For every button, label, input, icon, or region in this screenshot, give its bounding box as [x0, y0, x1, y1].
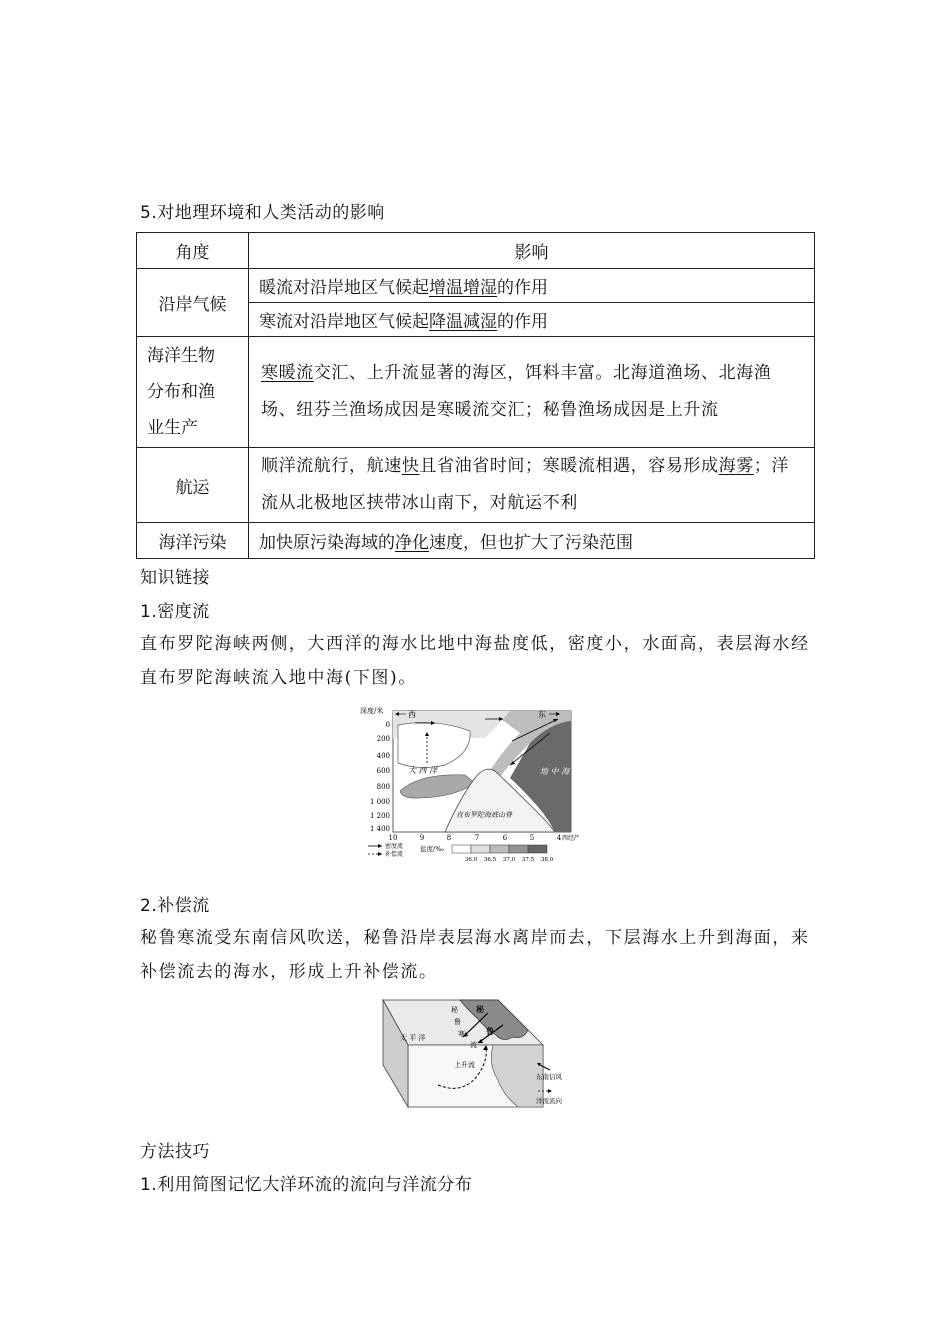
lon-tick: 6: [502, 834, 508, 842]
text-pre: 暖流对沿岸地区气候起: [259, 278, 429, 298]
header-cell-impact: 影响: [249, 233, 815, 269]
legend-density-label: 密度流: [385, 843, 404, 850]
row-label-coastal-climate: 沿岸气候: [137, 269, 249, 337]
peru-current-char: 寒: [458, 1030, 465, 1038]
arrow-head: [378, 844, 382, 848]
atlantic-label: 大 西 洋: [408, 766, 438, 775]
row-label-pollution: 海洋污染: [137, 523, 249, 559]
pacific-label: 太 平 洋: [400, 1034, 426, 1042]
east-label: 东: [538, 710, 546, 719]
cell-shipping: [249, 448, 815, 523]
salinity-swatch: [490, 845, 509, 853]
depth-tick: 1 400: [369, 825, 390, 833]
upwelling-label: 上升流: [454, 1061, 475, 1069]
text-part: 顺洋流航行，航速: [261, 456, 402, 476]
cell-cold-current: [249, 303, 815, 337]
text-part: 且省油省时间；寒暖流相遇，容易形成: [419, 456, 719, 476]
upwelling-figure: [378, 995, 578, 1115]
peru-current-char: 流: [470, 1041, 477, 1049]
section-title: 5.对地理环境和人类活动的影响: [140, 203, 385, 223]
cell-warm-current: [249, 269, 815, 303]
legend-compensation-label: 补偿流: [385, 851, 404, 858]
text-part: ；洋流从北极地区挟带冰山南下，对航运不利: [261, 456, 790, 513]
salinity-tick: 37.5: [521, 857, 535, 863]
table-row: [137, 337, 815, 448]
cell-marine-life: [249, 337, 815, 448]
salinity-swatch: [452, 845, 471, 853]
salinity-swatch: [471, 845, 490, 853]
lon-tick: 8: [446, 834, 452, 842]
arrow-head: [378, 852, 382, 856]
salinity-ticks: [465, 857, 554, 863]
underlined-key: 寒暖流: [261, 363, 314, 383]
text-pre: 加快原污染海域的: [259, 533, 395, 553]
underlined-key: 增温增湿: [429, 278, 497, 298]
label-line: 分布和渔: [147, 382, 215, 402]
salinity-tick: 36.5: [483, 857, 497, 863]
compensation-current-title: 2.补偿流: [140, 896, 210, 916]
depth-tick: 1 200: [369, 812, 390, 820]
depth-tick: 1 000: [369, 798, 390, 806]
depth-axis-label: 深度/米: [360, 707, 384, 715]
mediterranean-label: 地 中 海: [540, 767, 570, 776]
row-label-marine-life: [137, 337, 249, 448]
peru-current-char: 鲁: [454, 1018, 461, 1026]
legend-wind-label: 东南信风: [536, 1073, 562, 1081]
header-cell-angle: 角度: [137, 233, 249, 269]
table-row: [137, 523, 815, 559]
depth-tick: 600: [376, 767, 390, 775]
impact-table: [136, 232, 815, 559]
depth-tick: 400: [376, 752, 390, 760]
text-post: 的作用: [497, 312, 548, 332]
lon-tick: 10: [388, 834, 398, 842]
knowledge-link-heading: 知识链接: [140, 568, 210, 588]
salinity-swatches: [452, 845, 547, 853]
salinity-tick: 38.0: [540, 857, 554, 863]
peru-current-char: 秘: [451, 1006, 458, 1014]
west-label: 西: [408, 710, 416, 719]
cell-pollution: [249, 523, 815, 559]
compensation-current-text: 秘鲁寒流受东南信风吹送，秘鲁沿岸表层海水离岸而去，下层海水上升到海面，来补偿流去的海水，形成上升补偿流。: [140, 928, 810, 982]
peru-land-char: 鲁: [486, 1026, 494, 1036]
row-label-shipping: 航运: [137, 448, 249, 523]
peru-land-char: 秘: [476, 1004, 484, 1014]
label-line: 业生产: [147, 418, 198, 438]
method-heading: 方法技巧: [140, 1142, 210, 1162]
text-post: 速度，但也扩大了污染范围: [429, 533, 633, 553]
underlined-key: 降温减湿: [429, 312, 497, 332]
lon-tick: 7: [474, 834, 480, 842]
depth-tick: 800: [376, 783, 390, 791]
lon-tick: 5: [529, 834, 535, 842]
depth-tick: 0: [385, 721, 390, 729]
salinity-tick: 36.0: [464, 857, 478, 863]
longitude-unit: 西经/°: [562, 835, 580, 842]
text-pre: 寒流对沿岸地区气候起: [259, 312, 429, 332]
ridge-label: 直布罗陀海底山脊: [456, 811, 512, 819]
salinity-swatch: [528, 845, 547, 853]
method-item-1: 1.利用简图记忆大洋环流的流向与洋流分布: [140, 1175, 473, 1195]
text-rest: 交汇、上升流显著的海区，饵料丰富。北海道渔场、北海渔场、纽芬兰渔场成因是寒暖流交汇；秘鲁渔场成因是上升流: [261, 363, 772, 420]
underlined-key: 快: [401, 456, 420, 476]
depth-ticks: [370, 721, 390, 833]
label-line: 海洋生物: [147, 346, 215, 366]
density-current-figure: [360, 703, 585, 863]
table-header-row: [137, 233, 815, 269]
text-post: 的作用: [497, 278, 548, 298]
table-row: [137, 448, 815, 523]
salinity-legend-label: 盐度/‰: [420, 845, 444, 853]
underlined-key: 海雾: [718, 456, 754, 476]
density-current-title: 1.密度流: [140, 602, 210, 622]
arrow-head: [548, 1089, 552, 1093]
table-row: [137, 269, 815, 303]
depth-tick: 200: [376, 735, 390, 743]
lon-tick: 9: [419, 834, 425, 842]
salinity-swatch: [509, 845, 528, 853]
longitude-ticks: [389, 834, 562, 842]
density-current-text: 直布罗陀海峡两侧，大西洋的海水比地中海盐度低，密度小，水面高，表层海水经直布罗陀海峡流入地中海(下图)。: [140, 634, 810, 688]
underlined-key: 净化: [395, 533, 429, 553]
salinity-tick: 37.0: [502, 857, 516, 863]
lon-tick: 4: [556, 834, 562, 842]
legend-current-label: 洋流流向: [536, 1097, 562, 1105]
